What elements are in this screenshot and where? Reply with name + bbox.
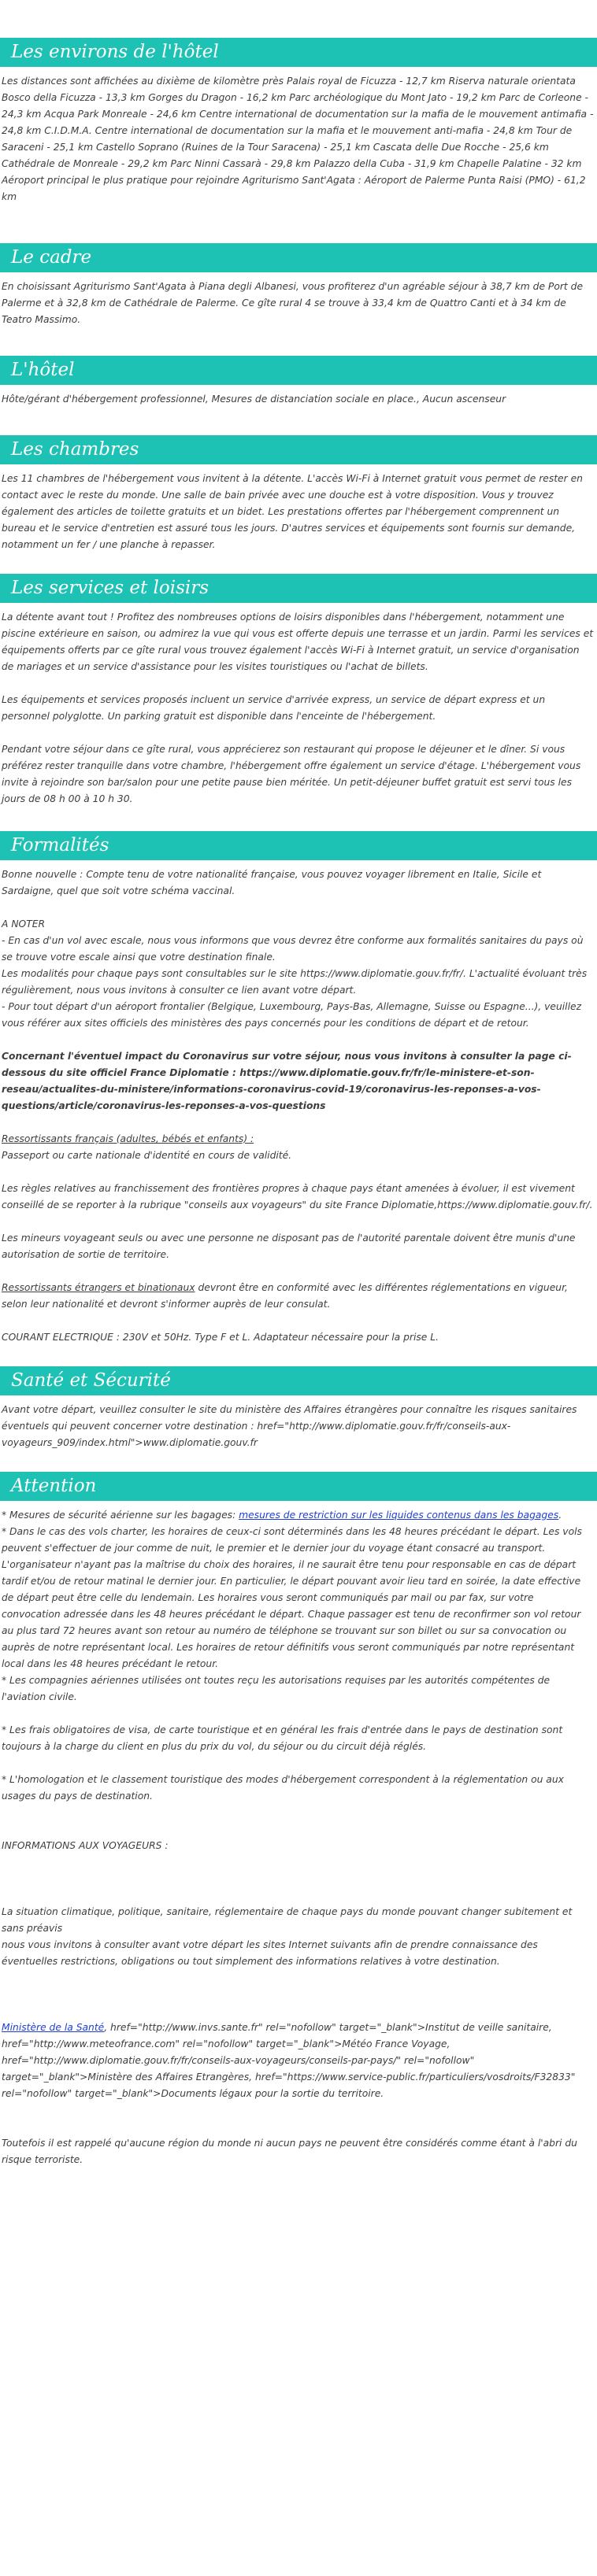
- section-title-hotel: L'hôtel: [0, 356, 597, 385]
- section-title-environs: Les environs de l'hôtel: [0, 38, 597, 67]
- section-title-sante: Santé et Sécurité: [0, 1366, 597, 1395]
- formalites-note-title: A NOTER: [2, 918, 46, 930]
- attention-links-text: , href="http://www.invs.sante.fr" rel="nofollow" target="_blank">Institut de veille sanitaire, href="http://www.meteofrance.com" rel="nofollow" target="_blank">Météo France Voyage, href="http://www.diplomatie.gouv.fr/fr/conseils-aux-voyageurs/conseils-par-pays/" rel="nofollow" target="_blank">Ministère des Affaires Etrangères, href="https://www.service-public.fr/particuliers/vosdroits/F32833" rel="nofollow" target="_blank">Documents légaux pour la sortie du territoire.: [2, 2022, 576, 2099]
- section-hotel: [0, 356, 597, 408]
- attention-bag-suffix: .: [558, 1510, 562, 1521]
- section-title-chambres: Les chambres: [0, 435, 597, 464]
- section-title-formalites: Formalités: [0, 831, 597, 860]
- section-environs: [0, 38, 597, 205]
- section-sante: [0, 1366, 597, 1451]
- attention-terror: Toutefois il est rappelé qu'aucune région du monde ni aucun pays ne peuvent être considérés comme étant à l'abri du risque terroriste.: [2, 2138, 577, 2165]
- section-chambres: [0, 435, 597, 553]
- formalites-electric: COURANT ELECTRIQUE : 230V et 50Hz. Type F et L. Adaptateur nécessaire pour la prise L.: [2, 1332, 439, 1343]
- formalites-foreign-title: Ressortissants étrangers et binationaux: [2, 1282, 195, 1293]
- formalites-fr-text: Passeport ou carte nationale d'identité en cours de validité.: [2, 1150, 292, 1161]
- attention-bag-prefix: * Mesures de sécurité aérienne sur les bagages:: [2, 1510, 239, 1521]
- attention-info-title: INFORMATIONS AUX VOYAGEURS :: [2, 1840, 169, 1851]
- section-title-services: Les services et loisirs: [0, 574, 597, 603]
- formalites-minors: Les mineurs voyageant seuls ou avec une personne ne disposant pas de l'autorité parentale doivent être munis d'une autorisation de sortie de territoire.: [2, 1233, 576, 1260]
- formalites-fr-title: Ressortissants français (adultes, bébés et enfants) :: [2, 1133, 254, 1144]
- section-services: [0, 574, 597, 808]
- sante-text: Avant votre départ, veuillez consulter le site du ministère des Affaires étrangères pour connaître les risques sanitaires éventuels qui peuvent concerner votre destination : href="http://www.diplomatie.gouv.fr/fr/conseils-aux-voyageurs_909/index.html">www.diplomatie.gouv.fr: [2, 1404, 577, 1448]
- section-title-cadre: Le cadre: [0, 243, 597, 272]
- cadre-text: En choisissant Agriturismo Sant'Agata à Piana degli Albanesi, vous profiterez d'un agréable séjour à 38,7 km de Port de Palerme et à 32,8 km de Cathédrale de Palerme. Ce gîte rural 4 se trouve à 33,4 km de Quattro Canti et à 34 km de Teatro Massimo.: [2, 281, 584, 325]
- formalites-note-2: Les modalités pour chaque pays sont consultables sur le site https://www.diplomatie.gouv.fr/fr/. L'actualité évoluant très régulièrement, nous vous invitons à consulter ce lien avant votre départ.: [2, 968, 588, 996]
- hotel-text: Hôte/gérant d'hébergement professionnel, Mesures de distanciation sociale en place., Aucun ascenseur: [2, 394, 506, 405]
- formalites-borders: Les règles relatives au franchissement des frontières propres à chaque pays étant amenées à évoluer, il est vivement conseillé de se reporter à la rubrique "conseils aux voyageurs" du site France Diplomatie,https://www.diplomatie.gouv.fr/.: [2, 1183, 593, 1210]
- services-text-3: Pendant votre séjour dans ce gîte rural, vous apprécierez son restaurant qui propose le déjeuner et le dîner. Si vous préférez rester tranquille dans votre chambre, l'hébergement offre également un service d'étage. L'hébergement vous invite à rejoindre son bar/salon pour une petite pause bien méritée. Un petit-déjeuner buffet gratuit est servi tous les jours de 08 h 00 à 10 h 30.: [2, 744, 581, 804]
- formalites-foreign-text: devront être en conformité avec les différentes réglementations en vigueur, selon leur nationalité et devront s'informer auprès de leur consulat.: [2, 1282, 568, 1310]
- attention-homologation: * L'homologation et le classement touristique des modes d'hébergement correspondent à la réglementation ou aux usages du pays de destination.: [2, 1774, 564, 1802]
- attention-charter: * Dans le cas des vols charter, les horaires de ceux-ci sont déterminés dans les 48 heures précédant le départ. Les vols peuvent s'effectuer de jour comme de nuit, le premier et le dernier jour du voyage étant consacré au transport. L'organisateur n'ayant pas la maîtrise du choix des horaires, il ne saurait être tenu pour responsable en cas de départ tardif et/ou de retour matinal le dernier jour. En particulier, le départ pouvant avoir lieu tard en soirée, la date effective de départ peut être celle du lendemain. Les horaires vous seront communiqués par mail ou par fax, sur votre convocation adressée dans les 48 heures précédant le départ. Chaque passager est tenu de reconfirmer son vol retour au plus tard 72 heures avant son retour au numéro de téléphone se trouvant sur son billet ou sur sa convocation ou auprès de notre représentant local. Les horaires de retour définitifs vous seront communiqués par notre représentant local dans les 48 heures précédant le retour.: [2, 1526, 582, 1669]
- chambres-text: Les 11 chambres de l'hébergement vous invitent à la détente. L'accès Wi-Fi à Internet gratuit vous permet de rester en contact avec le reste du monde. Une salle de bain privée avec une douche est à votre disposition. Vous y trouvez également des articles de toilette gratuits et un bidet. Les prestations offertes par l'hébergement comprennent un bureau et le service d'entretien est assuré tous les jours. D'autres services et équipements sont fournis sur demande, notamment un fer / une planche à repasser.: [2, 473, 583, 550]
- environs-text: Les distances sont affichées au dixième de kilomètre près Palais royal de Ficuzza - 12,7 km Riserva naturale orientata Bosco della Ficuzza - 13,3 km Gorges du Dragon - 16,2 km Parc archéologique du Mont Jato - 19,2 km Parc de Corleone - 24,3 km Acqua Park Monreale - 24,6 km Centre international de documentation sur la mafia de le mouvement antimafia - 24,8 km C.I.D.M.A. Centre international de documentation sur la mafia et le mouvement anti-mafia - 24,8 km Tour de Saraceni - 25,1 km Castello Soprano (Ruines de la Tour Saracena) - 25,1 km Cascata delle Due Rocche - 25,6 km Cathédrale de Monreale - 29,2 km Parc Ninni Cassarà - 29,8 km Palazzo della Cuba - 31,9 km Chapelle Palatine - 32 km Aéroport principal le plus pratique pour rejoindre Agriturismo Sant'Agata : Aéroport de Palerme Punta Raisi (PMO) - 61,2 km: [2, 76, 594, 202]
- section-title-attention: Attention: [0, 1472, 597, 1501]
- formalites-corona: Concernant l'éventuel impact du Coronavirus sur votre séjour, nous vous invitons à consulter la page ci-dessous du site officiel France Diplomatie : https://www.diplomatie.gouv.fr/fr/le-ministere-et-son-reseau/actualites-du-ministere/informations-coronavirus-covid-19/coronavirus-les-reponses-a-vos-questions/article/coronavirus-les-reponses-a-vos-questions: [2, 1051, 572, 1111]
- liquids-restriction-link[interactable]: mesures de restriction sur les liquides contenus dans les bagages: [239, 1510, 559, 1521]
- section-cadre: [0, 243, 597, 328]
- services-text-1: La détente avant tout ! Profitez des nombreuses options de loisirs disponibles dans l'hébergement, notamment une piscine extérieure en saison, ou admirez la vue qui vous est offerte depuis une terrasse et un jardin. Parmi les services et équipements offerts par ce gîte rural vous trouvez également l'accès Wi-Fi à Internet gratuit, un service d'organisation de mariages et un service d'assistance pour les visites touristiques ou l'achat de billets.: [2, 612, 594, 672]
- attention-fees: * Les frais obligatoires de visa, de carte touristique et en général les frais d'entrée dans le pays de destination sont toujours à la charge du client en plus du prix du vol, du séjour ou du circuit déjà réglés.: [2, 1724, 563, 1752]
- attention-situation: La situation climatique, politique, sanitaire, réglementaire de chaque pays du monde pouvant changer subitement et sans préavis nous vous invitons à consulter avant votre départ les sites Internet suivants afin de prendre connaissance des éventuelles restrictions, obligations ou tout simplement des informations relatives à votre destination.: [2, 1906, 573, 1967]
- attention-companies: * Les compagnies aériennes utilisées ont toutes reçu les autorisations requises par les autorités compétentes de l'aviation civile.: [2, 1675, 551, 1702]
- section-formalites: [0, 831, 597, 1346]
- sante-ministry-link[interactable]: Ministère de la Santé: [2, 2022, 105, 2033]
- section-attention: [0, 1472, 597, 2168]
- formalites-note-1: - En cas d'un vol avec escale, nous vous informons que vous devrez être conforme aux formalités sanitaires du pays où se trouve votre escale ainsi que votre destination finale.: [2, 935, 584, 963]
- attention-links: [2, 2020, 594, 2102]
- services-text-2: Les équipements et services proposés incluent un service d'arrivée express, un service de départ express et un personnel polyglotte. Un parking gratuit est disponible dans l'enceinte de l'hébergement.: [2, 694, 546, 722]
- formalites-note-3: - Pour tout départ d'un aéroport frontalier (Belgique, Luxembourg, Pays-Bas, Allemagne, Suisse ou Espagne...), veuillez vous référer aux sites officiels des ministères des pays concernés pour les conditions de départ et de retour.: [2, 1001, 582, 1029]
- attention-bag: [2, 1507, 594, 1524]
- formalites-foreign: [2, 1280, 594, 1313]
- formalites-intro: Bonne nouvelle : Compte tenu de votre nationalité française, vous pouvez voyager librement en Italie, Sicile et Sardaigne, quel que soit votre schéma vaccinal.: [2, 869, 542, 896]
